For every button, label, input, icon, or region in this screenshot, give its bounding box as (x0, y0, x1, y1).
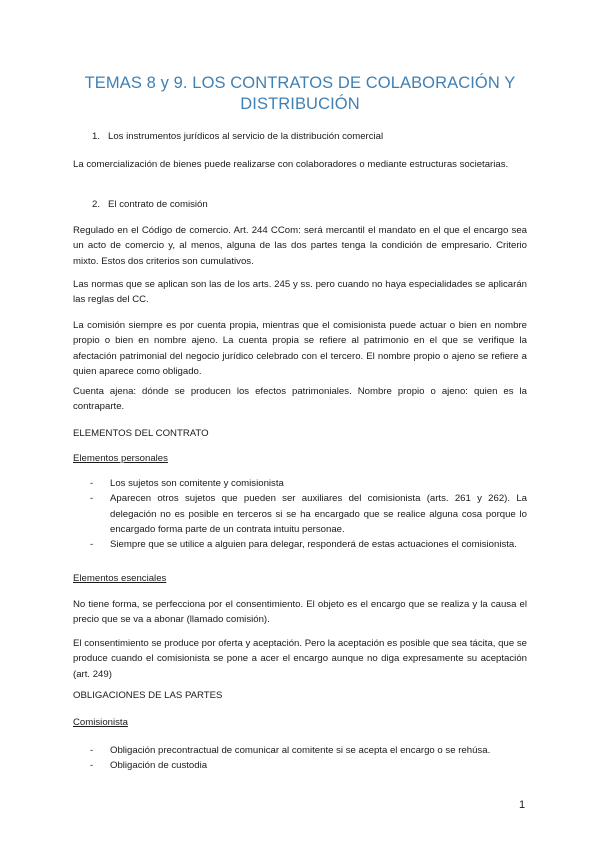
list-item: - Aparecen otros sujetos que pueden ser auxiliares del comisionista (arts. 261 y 262). La delegación no es posible en terceros si se ha encargado que se realice alguna cosa porque lo encargado forma parte de un contrata intuitu personae. (90, 493, 527, 535)
section-number: 2. (92, 199, 101, 210)
paragraph-consentimiento: El consentimiento se produce por oferta y aceptación. Pero la aceptación es posible que sea tácita, que se produce cuando el comisionista se pone a acer el encargo aunque no diga expresamente su aceptación (art. 249) (73, 638, 527, 680)
list-item: - Siempre que se utilice a alguien para delegar, responderá de estas actuaciones el comisionista. (90, 537, 527, 552)
paragraph-cuenta-ajena: Cuenta ajena: dónde se producen los efectos patrimoniales. Nombre propio o ajeno: quien es la contraparte. (73, 386, 527, 413)
list-elementos-personales (90, 476, 527, 552)
paragraph-regulado: Regulado en el Código de comercio. Art. 244 CCom: será mercantil el mandato en el que el encargo sea un acto de comercio y, al menos, alguna de las dos partes tenga la condición de empresario. Criterio mixto. Estos dos criterios son cumulativos. (73, 225, 527, 267)
paragraph-normas: Las normas que se aplican son las de los arts. 245 y ss. pero cuando no haya especialidades se aplicarán las reglas del CC. (73, 279, 527, 306)
bullet-dash: - (90, 760, 94, 772)
paragraph-forma: No tiene forma, se perfecciona por el consentimiento. El objeto es el encargo que se realiza y la causa el precio que se va a abonar (llamado comisión). (73, 599, 527, 626)
heading-obligaciones-partes: OBLIGACIONES DE LAS PARTES (73, 690, 223, 701)
section-title: El contrato de comisión (108, 199, 208, 210)
bullet-dash: - (90, 539, 94, 551)
list-item: - Obligación de custodia (90, 758, 527, 773)
list-obligaciones-comisionista (90, 743, 527, 774)
section-number: 1. (92, 131, 101, 142)
subheading-elementos-esenciales: Elementos esenciales (73, 573, 167, 584)
section-heading-2 (92, 198, 208, 212)
bullet-dash: - (90, 478, 94, 489)
subheading-elementos-personales: Elementos personales (73, 453, 168, 464)
section-title: Los instrumentos jurídicos al servicio de la distribución comercial (108, 131, 384, 142)
list-item: - Los sujetos son comitente y comisionista (90, 476, 527, 491)
subheading-comisionista: Comisionista (73, 717, 128, 728)
paragraph-comision-cuenta: La comisión siempre es por cuenta propia, mientras que el comisionista puede actuar o bien en nombre propio o bien en nombre ajeno. La cuenta propia se refiere al patrimonio en el que se verifique la afectación patrimonial del negocio jurídico celebrado con el tercero. El nombre propio o ajeno se refiere a quien aparece como obligado. (73, 320, 527, 377)
paragraph-comercializacion: La comercialización de bienes puede realizarse con colaboradores o mediante estructuras societarias. (73, 159, 509, 170)
heading-elementos-contrato: ELEMENTOS DEL CONTRATO (73, 428, 209, 439)
bullet-dash: - (90, 493, 94, 505)
section-heading-1 (92, 130, 383, 144)
title-line-2: DISTRIBUCIÓN (240, 95, 360, 113)
page-title (60, 73, 540, 115)
title-line-1: TEMAS 8 y 9. LOS CONTRATOS DE COLABORACIÓN Y (84, 74, 516, 92)
bullet-dash: - (90, 745, 94, 756)
list-item: - Obligación precontractual de comunicar al comitente si se acepta el encargo o se rehúsa. (90, 743, 527, 758)
page-number: 1 (519, 799, 526, 811)
